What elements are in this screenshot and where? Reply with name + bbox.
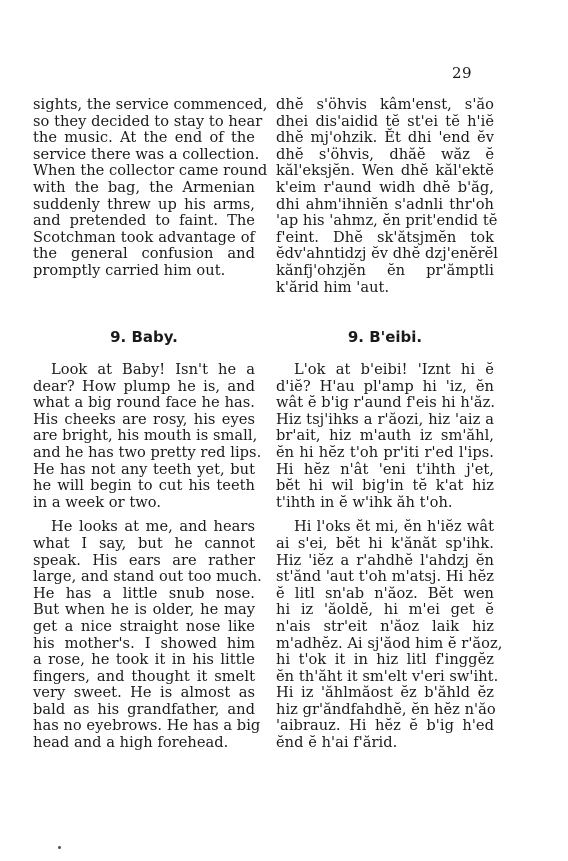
text-line: what I say, but he cannot [33,534,255,552]
text-line: ĕdv'ahntidzj ĕv dhĕ dzj'enĕrĕl [276,245,499,263]
text-line: t'ihth in ĕ w'ihk ăh t'oh. [276,493,453,511]
text-line: st'ănd 'aut t'oh m'atsj. Hi hĕz [276,568,494,586]
text-line: speak. His ears are rather [33,551,255,569]
text-line: ĕn th'ăht it sm'elt v'eri sw'iht. [276,667,499,685]
text-line: dhei dis'aidid tĕ st'ei tĕ h'iĕ [276,112,494,130]
text-line: When the collector came round [33,162,268,180]
text-line: his mother's. I showed him [33,634,255,652]
text-line: He has not any teeth yet, but [33,460,255,478]
section-heading-beibi: 9. B'eibi. [347,328,423,346]
text-line: sights, the service commenced, [33,96,268,113]
text-line: He has a little snub nose. [33,584,255,602]
text-line: hi iz 'ăoldĕ, hi m'ei get ĕ [276,601,494,619]
text-line: large, and stand out too much. [33,568,262,586]
text-line: dhĕ mj'ohzik. Ĕt dhi 'end ĕv [276,129,494,147]
right-top-paragraph [276,96,499,296]
text-line: Scotchman took advantage of [33,228,255,246]
text-line: and pretended to faint. The [33,212,255,230]
text-line: wât ĕ b'ig r'aund f'eis hi h'ăz. [276,394,496,412]
text-line: very sweet. He is almost as [33,684,255,702]
text-line: k'eim r'aund widh dhĕ b'ăg, [276,178,494,196]
text-line: m'adhĕz. Ai sj'ăod him ĕ r'ăoz, [276,634,503,652]
text-line: 'ap his 'ahmz, ĕn prit'endid tĕ [276,212,498,230]
text-line: hiz gr'ăndfahdhĕ, ĕn hĕz n'ăo [276,700,496,718]
text-line: a rose, he took it in his little [33,651,255,669]
text-line: are bright, his mouth is small, [33,427,258,445]
text-line: with the bag, the Armenian [33,178,255,196]
text-line: the general confusion and [33,245,255,263]
section-heading-baby: 9. Baby. [110,328,178,346]
text-line: Hi l'oks ĕt mi, ĕn h'iĕz wât [294,518,494,536]
text-line: dear? How plump he is, and [33,377,255,395]
text-line: and he has two pretty red lips. [33,443,262,461]
text-line: has no eyebrows. He has a big [33,717,261,735]
page-number: 29 [452,64,473,82]
text-line: 'aibrauz. Hi hĕz ĕ b'ig h'ed [276,717,494,735]
text-line: so they decided to stay to hear [33,112,263,130]
text-line: Look at Baby! Isn't he a [51,361,255,378]
text-line: k'ărid him 'aut. [276,278,390,296]
text-line: ĕn hi hĕz t'oh pr'iti r'ed l'ips. [276,443,494,461]
text-line: But when he is older, he may [33,601,255,619]
text-line: ai s'ei, bĕt hi k'ănăt sp'ihk. [276,534,494,552]
text-line: His cheeks are rosy, his eyes [33,410,255,428]
text-line: kănfj'ohzjĕn ĕn pr'ămptli [276,261,494,279]
text-line: ĕ litl sn'ab n'ăoz. Bĕt wen [276,584,494,602]
text-line: n'ais str'eit n'ăoz laik hiz [276,617,494,635]
right-paragraph-1 [276,362,494,511]
page-speck [58,846,61,849]
text-line: in a week or two. [33,493,162,511]
text-line: Hi hĕz n'ât 'eni t'ihth j'et, [276,460,494,478]
left-section [33,328,262,752]
right-section [276,328,503,752]
text-line: Hiz tsj'ihks a r'ăozi, hiz 'aiz a [276,410,494,428]
text-line: bald as his grandfather, and [33,700,255,718]
text-line: dhĕ s'öhvis, dhăĕ wăz ĕ [276,145,494,163]
text-line: suddenly threw up his arms, [33,195,255,213]
text-line: service there was a collection. [33,145,260,163]
text-line: get a nice straight nose like [33,617,255,635]
text-line: what a big round face he has. [33,394,255,412]
text-line: he will begin to cut his teeth [33,477,255,495]
left-paragraph-1 [33,361,262,511]
text-line: Hiz 'iĕz a r'ahdhĕ l'ahdzj ĕn [276,551,494,569]
text-line: He looks at me, and hears [51,518,255,536]
left-top-paragraph [33,96,268,280]
text-line: the music. At the end of the [33,129,255,147]
text-line: fingers, and thought it smelt [33,667,255,685]
text-line: br'ait, hiz m'auth iz sm'ăhl, [276,427,494,445]
text-line: dhi ahm'ihniĕn s'adnli thr'oh [276,195,494,213]
text-line: L'ok at b'eibi! 'Iznt hi ĕ [294,361,494,378]
text-line: head and a high forehead. [33,734,229,752]
text-line: promptly carried him out. [33,261,226,279]
text-line: Hi iz 'ăhlmăost ĕz b'ăhld ĕz [276,684,494,702]
text-line: kăl'eksjĕn. Wen dhĕ kăl'ektĕ [276,162,494,180]
text-line: dhĕ s'öhvis kâm'enst, s'ăo [276,96,494,113]
right-paragraph-2 [276,518,503,752]
text-line: hi t'ok it in hiz litl f'inggĕz [276,651,494,669]
text-line: f'eint. Dhĕ sk'ătsjmĕn tok [276,228,494,246]
text-line: ĕnd ĕ h'ai f'ărid. [276,734,398,752]
text-line: d'iĕ? H'au pl'amp hi 'iz, ĕn [276,377,494,395]
left-paragraph-2 [33,518,262,752]
text-line: bĕt hi wil big'in tĕ k'at hiz [276,477,494,495]
